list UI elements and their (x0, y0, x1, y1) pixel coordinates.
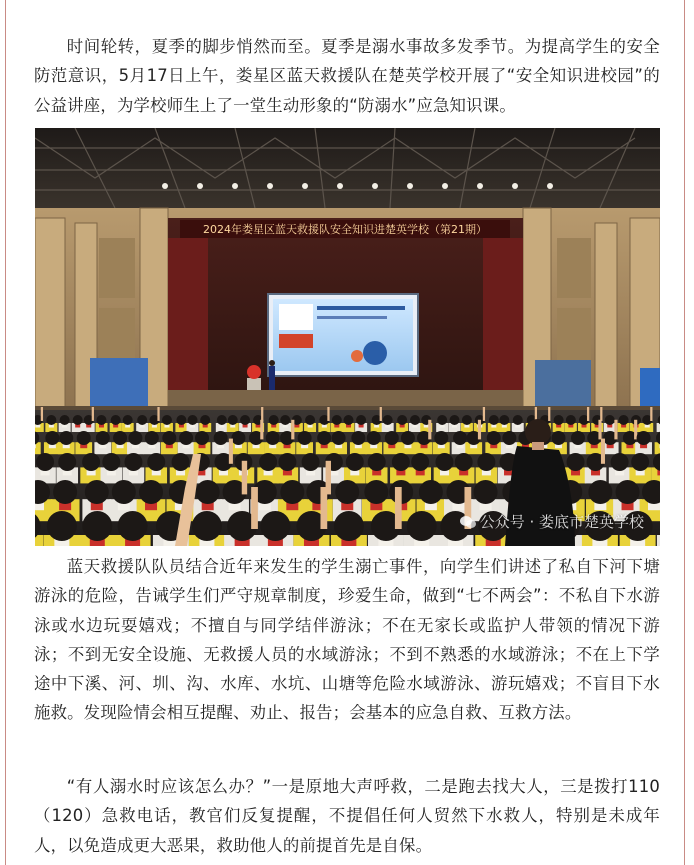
wechat-icon (460, 515, 476, 529)
article-paragraph-advice: “有人溺水时应该怎么办？”一是原地大声呼救，二是跑去找大人，三是拨打110（120）急救电话，教官们反复提醒，不提倡任何人贸然下水救人，特别是未成年人，以免造成更大恶果，救助他人的前提首先是自保。 (34, 777, 660, 855)
stage-banner: 2024年娄星区蓝天救援队安全知识进楚英学校（第21期） (203, 223, 487, 236)
article-paragraph-lecture: 蓝天救援队队员结合近年来发生的学生溺亡事件，向学生们讲述了私自下河下塘游泳的危险，告诫学生们严守规章制度，珍爱生命，做到“七不两会”：不私自下水游泳或水边玩耍嬉戏；不擅自与同学结伴游泳；不在无家长或监护人带领的情况下游泳；不到无安全设施、无救援人员的水域游泳；不到不熟悉的水域游泳；不在上下学途中下溪、河、圳、沟、水库、水坑、山塘等危险水域游泳、游玩嬉戏；不盲目下水施救。发现险情会相互提醒、劝止、报告；会基本的应急自救、互救方法。 (34, 557, 660, 723)
event-photo (35, 128, 660, 546)
article-paragraph-intro: 时间轮转，夏季的脚步悄然而至。夏季是溺水事故多发季节。为提高学生的安全防范意识，5月17日上午，娄星区蓝天救援队在楚英学校开展了“安全知识进校园”的公益讲座，为学校师生上了一堂生动形象的“防溺水”应急知识课。 (34, 37, 660, 115)
watermark-text: 公众号 · 娄底市楚英学校 (479, 513, 644, 531)
photo-watermark (460, 511, 644, 532)
